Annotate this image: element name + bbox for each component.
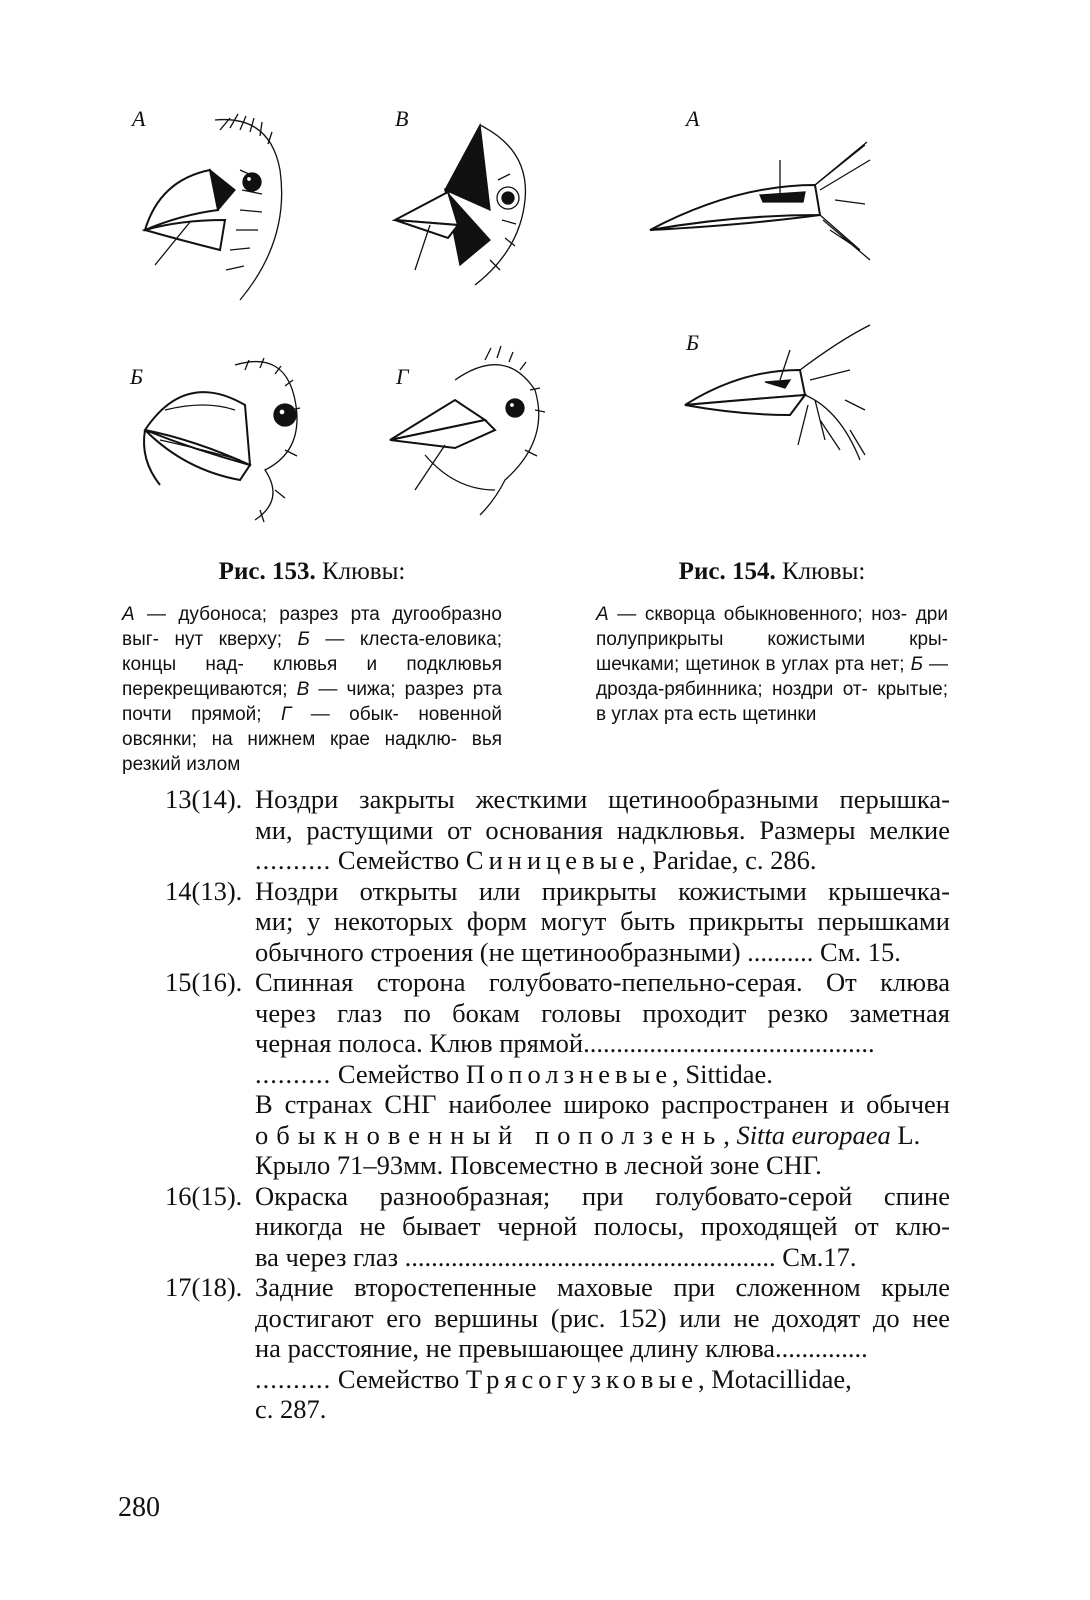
caption-text: — — [309, 679, 338, 700]
entry-line: Задние второстепенные маховые при сложенном крыле — [255, 1272, 950, 1302]
family-name: Поползневые — [465, 1058, 673, 1089]
leader-dots: .......... — [255, 1363, 332, 1394]
fig153-caption — [122, 558, 502, 777]
bunting-beak-illustration — [385, 340, 550, 520]
fig154-label-b: Б — [686, 330, 699, 355]
caption-text: вья резкий излом — [122, 729, 502, 775]
entry-number: 17(18). — [165, 1272, 243, 1302]
separator: , — [723, 1119, 737, 1150]
entry-line: на расстояние, не превышающее длину клюва.............. — [255, 1333, 868, 1363]
caption-letter: А — [596, 604, 609, 625]
entry-family-line — [255, 1364, 950, 1395]
family-prefix: Семейство — [331, 1363, 466, 1394]
entry-line: Ноздри закрыты жесткими щетинообразными перышка- — [255, 784, 950, 814]
entry-line: Спинная сторона голубовато-пепельно-серая. От клюва — [255, 967, 950, 997]
caption-text: — скворца обыкновенного; ноз- — [608, 604, 908, 625]
fig153-label-g: Г — [396, 364, 409, 389]
caption-text: чижа; разрез рта почти прямой; — [122, 679, 502, 725]
entry-line: достигают его вершины (рис. 152) или не доходят до нее — [255, 1302, 950, 1333]
fig153-title-rest: Клювы: — [315, 558, 406, 585]
entry-line: В странах СНГ наиболее широко распространен и обычен — [255, 1089, 950, 1119]
starling-beak-illustration — [645, 130, 875, 270]
fieldfare-beak-illustration — [680, 320, 880, 470]
fig153-title-bold: Рис. 153. — [218, 558, 316, 585]
family-prefix: Семейство — [331, 845, 466, 875]
caption-letter: Б — [297, 629, 310, 650]
entry-family-line — [255, 1059, 950, 1090]
hawfinch-beak-illustration — [140, 110, 290, 310]
caption-letter: Б — [910, 654, 923, 675]
fig153-label-v: В — [395, 106, 409, 131]
fig153-label-b: Б — [130, 364, 143, 389]
key-entry-15 — [165, 967, 950, 1181]
entry-line: ми; у некоторых форм могут быть прикрыты перышками — [255, 906, 950, 936]
entry-line: с. 287. — [255, 1394, 327, 1424]
fig153-caption-text — [122, 602, 502, 777]
species-author: L. — [890, 1119, 921, 1150]
entry-line: обычного строения (не щетинообразными) .......... См. 15. — [255, 936, 901, 967]
caption-text: — дубоноса; разрез рта дугообразно выг- — [122, 604, 502, 650]
family-name: Синицевые — [465, 845, 640, 875]
fig154-title-rest: Клювы: — [775, 558, 866, 585]
key-entry-13 — [165, 784, 950, 876]
fig154-title — [596, 558, 948, 586]
family-latin: , Paridae, с. 286. — [639, 845, 817, 875]
caption-text: клювья и подклювья перекрещиваются; — [122, 654, 502, 700]
leader-dots: .......... — [255, 1058, 332, 1089]
entry-number: 15(16). — [165, 967, 243, 997]
fig154-caption-text — [596, 602, 948, 727]
species-line — [255, 1120, 950, 1151]
family-latin: , Motacillidae, — [697, 1363, 852, 1394]
leader-dots: .......... — [255, 845, 332, 875]
entry-line: ва через глаз ........................................................ См.17. — [255, 1241, 857, 1272]
family-prefix: Семейство — [331, 1058, 466, 1089]
fig154-caption — [596, 558, 948, 727]
siskin-beak-illustration — [390, 120, 540, 290]
entry-line: Ноздри открыты или прикрыты кожистыми крышечка- — [255, 875, 950, 906]
caption-text: — клеста-еловика; концы над- — [122, 629, 502, 675]
crossbill-beak-illustration — [135, 350, 310, 525]
entry-line: Крыло 71–93мм. Повсеместно в лесной зоне СНГ. — [255, 1150, 822, 1180]
caption-letter: А — [122, 604, 135, 625]
page-number: 280 — [118, 1492, 160, 1523]
family-latin: , Sittidae. — [672, 1058, 773, 1089]
caption-text: — обык- — [291, 704, 399, 725]
fig153-title — [122, 558, 502, 586]
fig154-label-a: А — [686, 106, 700, 131]
entry-line: черная полоса. Клюв прямой............................................ — [255, 1028, 875, 1058]
entry-line: через глаз по бокам головы проходит резко заметная — [255, 997, 950, 1028]
fig153-label-a: А — [132, 106, 146, 131]
caption-text: крытые; в углах рта есть щетинки — [596, 679, 948, 725]
identification-key — [165, 784, 950, 1425]
key-entry-16 — [165, 1181, 950, 1273]
entry-line: ми, растущими от основания надклювья. Размеры мелкие — [255, 814, 950, 845]
entry-line: Окраска разнообразная; при голубовато-серой спине — [255, 1180, 950, 1211]
key-entry-17 — [165, 1272, 950, 1425]
caption-text: дри полуприкрыты кожистыми кры- — [596, 604, 948, 650]
species-latin-name: Sitta europaea — [736, 1119, 891, 1150]
caption-letter: В — [296, 679, 310, 700]
species-common-name: обыкновенный поползень — [255, 1119, 724, 1150]
key-entry-14 — [165, 876, 950, 968]
entry-number: 13(14). — [165, 784, 243, 814]
fig154-title-bold: Рис. 154. — [678, 558, 776, 585]
entry-line: никогда не бывает черной полосы, проходящей от клю- — [255, 1211, 950, 1241]
caption-letter: Г — [280, 704, 292, 725]
caption-text: нут кверху; — [174, 629, 298, 650]
caption-text: новенной овсянки; на нижнем крае надклю- — [122, 704, 502, 750]
caption-text: — дрозда-рябинника; ноздри от- — [596, 654, 949, 700]
entry-number: 16(15). — [165, 1180, 243, 1211]
entry-number: 14(13). — [165, 875, 243, 906]
caption-text: шечками; щетинок в углах рта нет; — [596, 654, 905, 675]
entry-family-line — [255, 845, 950, 876]
family-name: Трясогузковые — [465, 1363, 698, 1394]
